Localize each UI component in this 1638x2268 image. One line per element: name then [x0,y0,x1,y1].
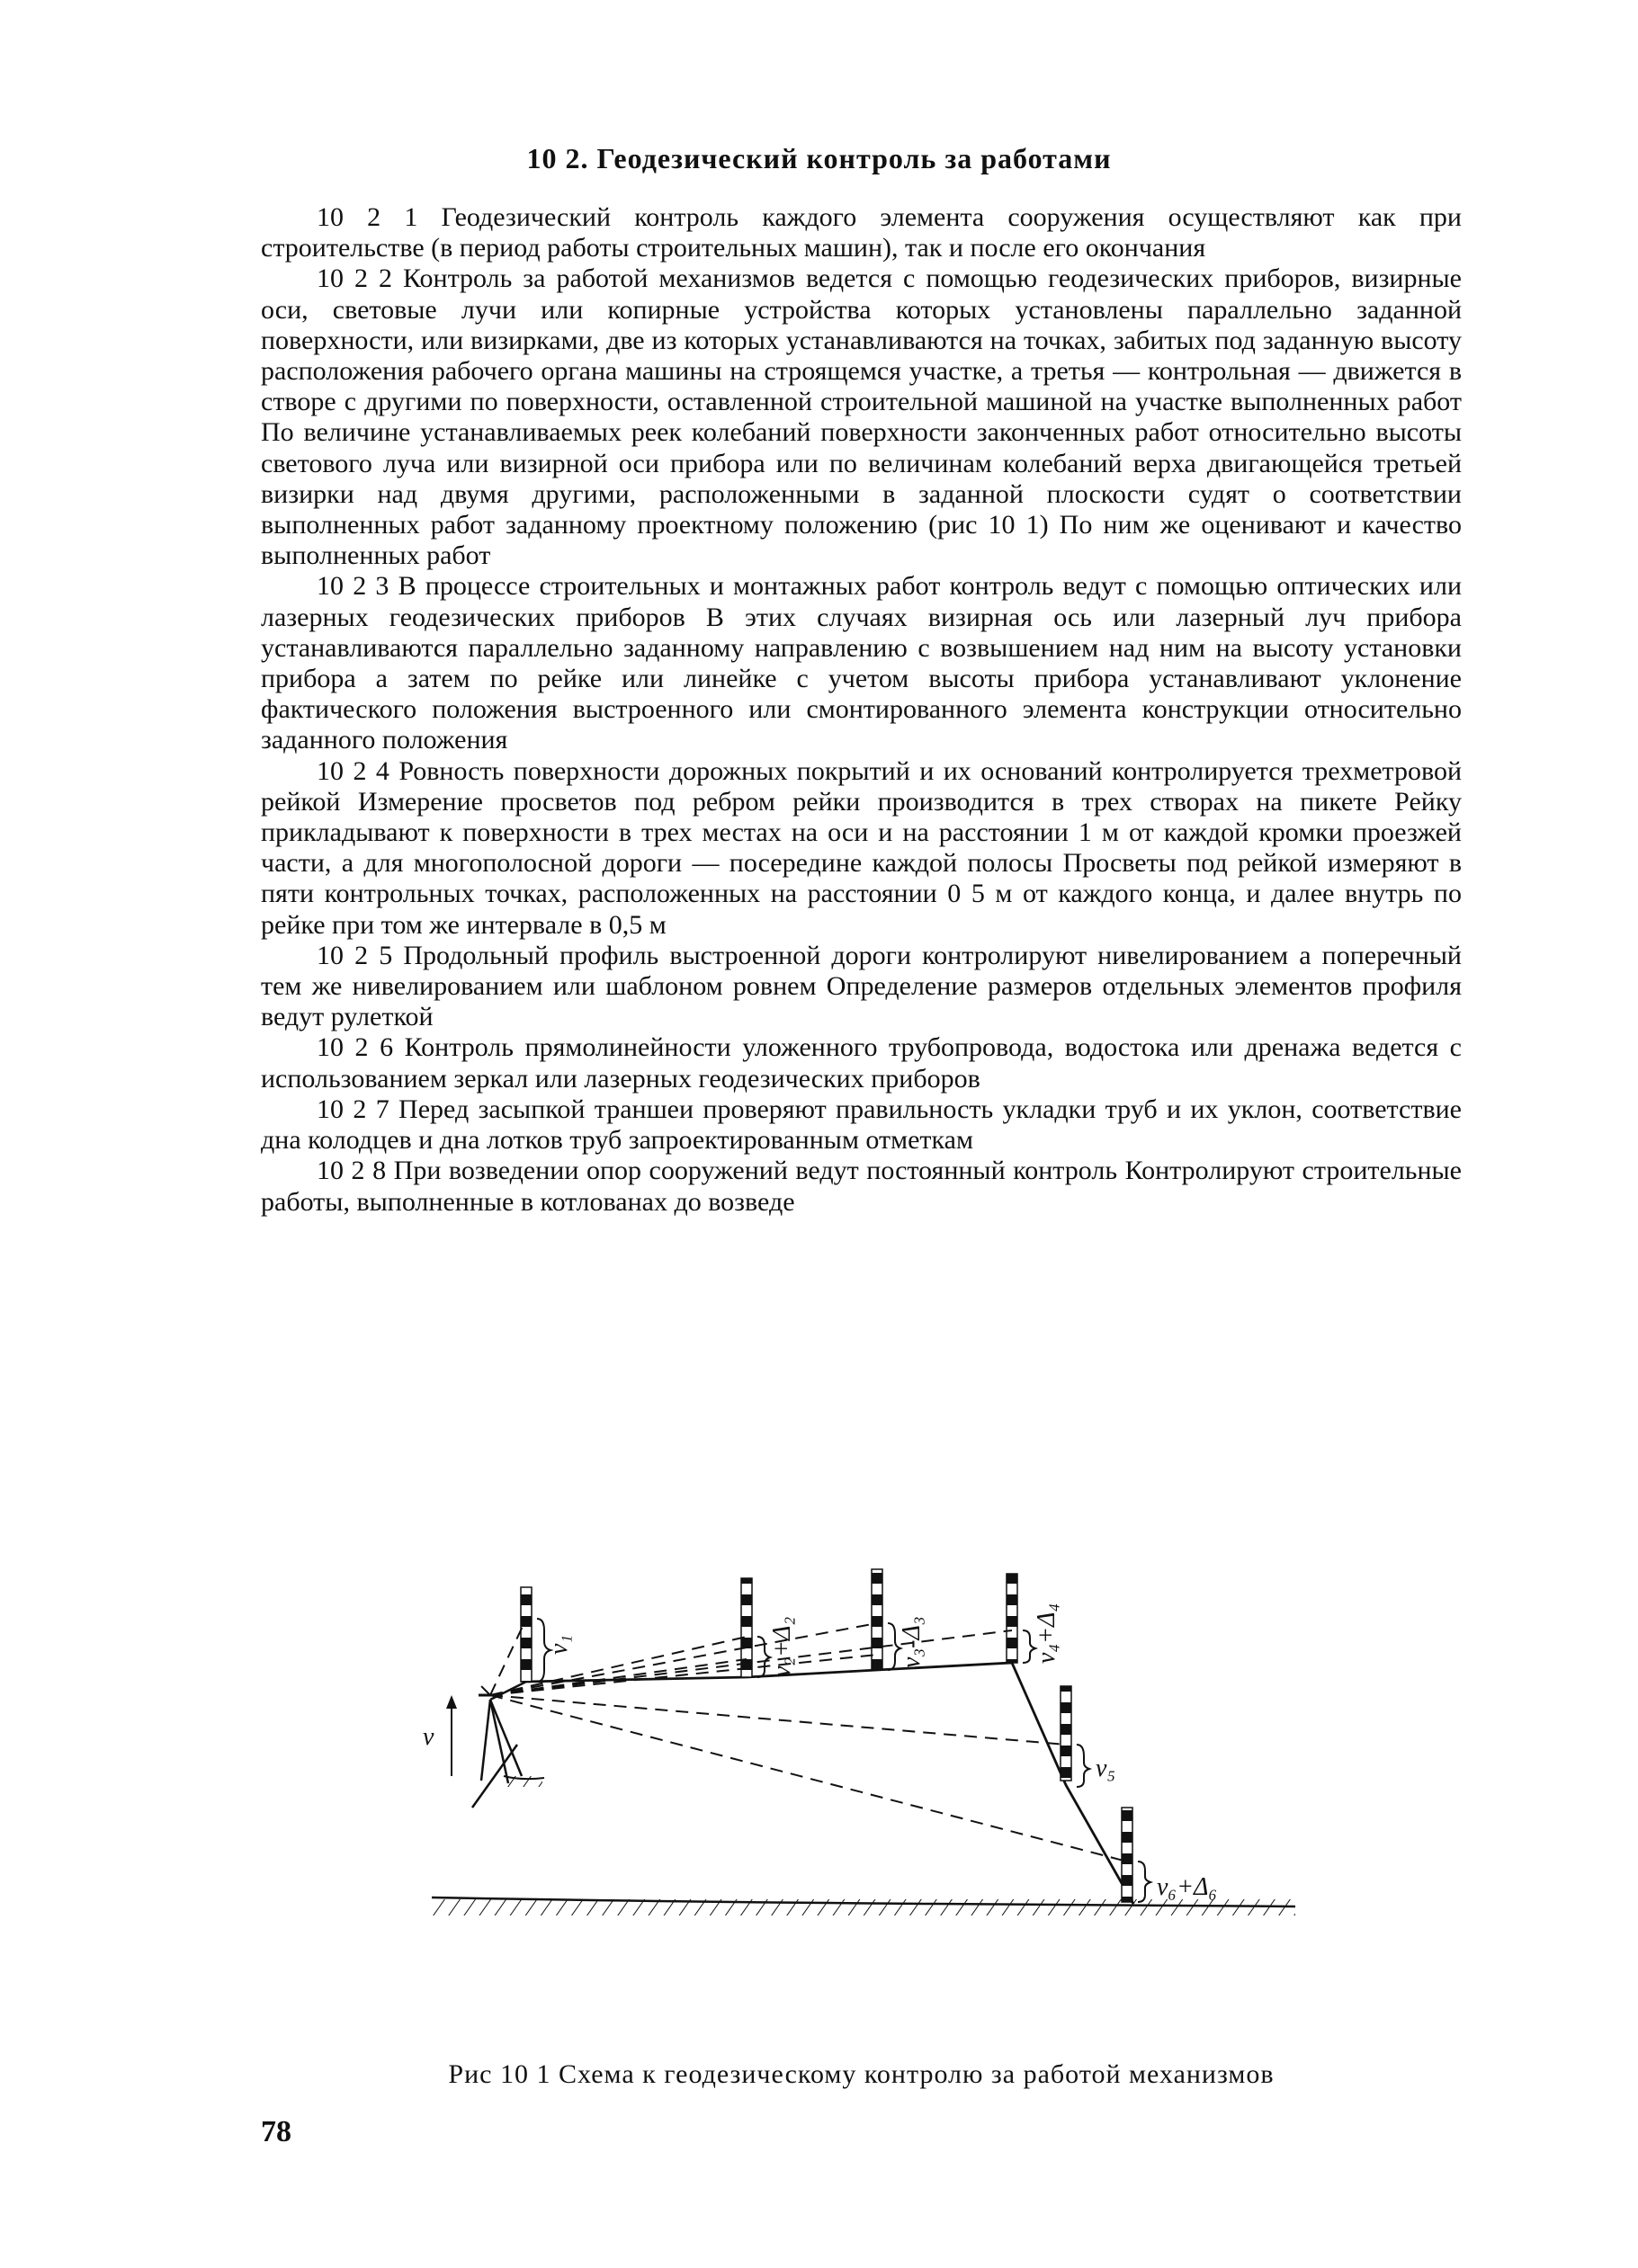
section-heading: 10 2. Геодезический контроль за работами [526,142,1112,174]
staff-2 [741,1578,752,1677]
survey-diagram [396,1551,1448,2001]
page-number: 78 [261,2115,291,2148]
paragraph-10-2-2: 10 2 2 Контроль за работой механизмов ведется с помощью геодезических приборов, визирные оси, световые лучи или копирные устройства которых установлены параллельно заданной поверхности, или визирками, две из которых устанавливаются на точках, забитых под заданную высоту расположения рабочего органа машины на строящемся участке, а третья — контрольная — движется в створе с другими по поверхности, оставленной строительной машиной на участке выполненных работ По величине устанавливаемых реек колебаний поверхности законченных работ относительно высоты светового луча или визирной оси прибора или по величинам колебаний верха двигающейся третьей визирки над двумя другими, расположенными в заданной плоскости судят о соответствии выполненных работ заданному проектному положению (рис 10 1) По ним же оценивают и качество выполненных работ [261,263,1462,571]
paragraph-10-2-7: 10 2 7 Перед засыпкой траншеи проверяют правильность укладки труб и их уклон, соответствие дна колодцев и дна лотков труб запроектированным отметкам [261,1094,1462,1156]
staff-3 [872,1569,882,1670]
label-v5: v₅ [1096,1755,1116,1782]
paragraph-10-2-1: 10 2 1 Геодезический контроль каждого элемента сооружения осуществляют как при строительстве (в период работы строительных машин), так и после его окончания [261,202,1462,263]
level-instrument [446,1695,522,1783]
body-text [261,202,1462,1218]
figure-10-1 [396,1551,1448,2001]
staff-5 [1061,1686,1071,1781]
label-v4: v₄+Δ₄ [1033,1603,1061,1664]
label-v6: v₆+Δ₆ [1157,1873,1218,1901]
paragraph-10-2-8: 10 2 8 При возведении опор сооружений ведут постоянный контроль Контролируют строительные работы, выполненные в котлованах до возведе [261,1156,1462,1217]
staff-6 [1122,1808,1132,1902]
instrument-ground [472,1745,544,1808]
paragraph-10-2-3: 10 2 3 В процессе строительных и монтажных работ контроль ведут с помощью оптических или лазерных геодезических приборов В этих случаях визирная ось или лазерный луч прибора устанавливаются параллельно заданному направлению с возвышением над ним на высоту установки прибора а затем по рейке или линейке с учетом высоты прибора устанавливают уклонение фактического положения выстроенного или смонтированного элемента конструкции относительно заданного положения [261,571,1462,755]
staff-1 [521,1587,532,1682]
label-v2: v₂+Δ₂ [768,1616,796,1677]
surface-profile [526,1663,1133,1904]
label-v1: v₁ [545,1634,573,1655]
staff-4 [1007,1574,1017,1663]
label-v3: v₃-Δ₃ [898,1616,926,1668]
figure-caption: Рис 10 1 Схема к геодезическому контролю за работой механизмов [448,2059,1275,2089]
label-v: v [423,1723,434,1751]
paragraph-10-2-4: 10 2 4 Ровность поверхности дорожных покрытий и их оснований контролируется трехметровой рейкой Измерение просветов под ребром рейки производится в трех створах на пикете Рейку прикладывают к поверхности в трех местах на оси и на расстоянии 1 м от каждой кромки проезжей части, а для многополосной дороги — посередине каждой полосы Просветы под рейкой измеряют в пяти контрольных точках, расположенных на расстоянии 0 5 м от каждого конца, и далее внутрь по рейке при том же интервале в 0,5 м [261,755,1462,940]
paragraph-10-2-5: 10 2 5 Продольный профиль выстроенной дороги контролируют нивелированием а поперечный тем же нивелированием или шаблоном ровнем Определение размеров отдельных элементов профиля ведут рулеткой [261,940,1462,1032]
paragraph-10-2-6: 10 2 6 Контроль прямолинейности уложенного трубопровода, водостока или дренажа ведется с использованием зеркал или лазерных геодезических приборов [261,1032,1462,1094]
